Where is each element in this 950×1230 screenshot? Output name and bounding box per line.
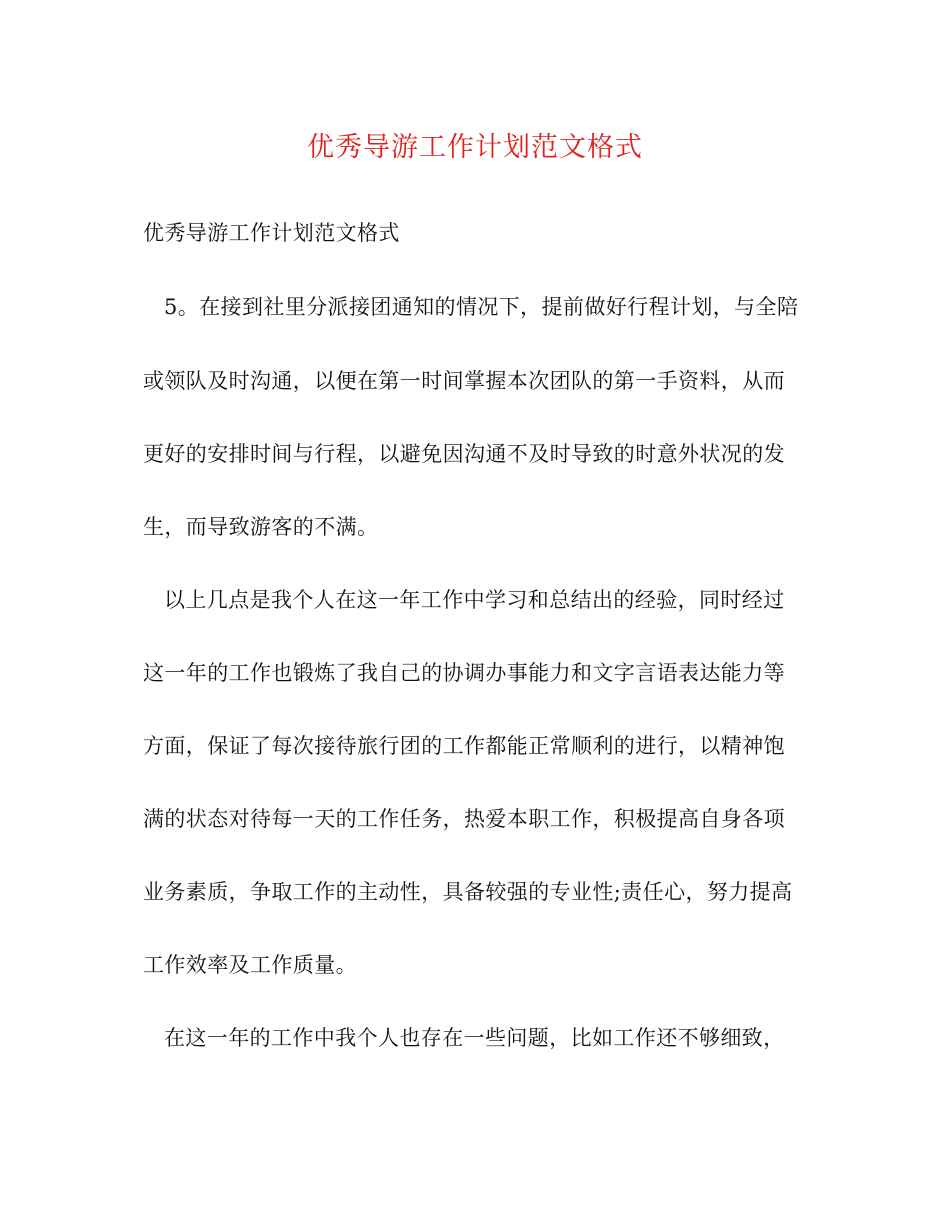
paragraph-line: 生，而导致游客的不满。 — [143, 515, 379, 539]
paragraph-line: 业务素质，争取工作的主动性，具备较强的专业性;责任心，努力提高 — [143, 880, 793, 904]
paragraph-line: 工作效率及工作质量。 — [143, 953, 357, 977]
paragraph-line: 或领队及时沟通，以便在第一时间掌握本次团队的第一手资料，从而 — [143, 369, 785, 393]
paragraph-line: 以上几点是我个人在这一年工作中学习和总结出的经验，同时经过 — [164, 588, 785, 612]
paragraph-line: 满的状态对待每一天的工作任务，热爱本职工作，积极提高自身各项 — [143, 807, 785, 831]
paragraph-line: 在这一年的工作中我个人也存在一些问题，比如工作还不够细致， — [164, 1026, 785, 1050]
document-subtitle: 优秀导游工作计划范文格式 — [143, 221, 400, 245]
paragraph-line: 更好的安排时间与行程，以避免因沟通不及时导致的时意外状况的发 — [143, 442, 785, 466]
paragraph-line: 方面，保证了每次接待旅行团的工作都能正常顺利的进行，以精神饱 — [143, 734, 785, 758]
paragraph-line: 5。在接到社里分派接团通知的情况下，提前做好行程计划，与全陪 — [164, 295, 799, 319]
document-body — [143, 0, 823, 1230]
page-title: 优秀导游工作计划范文格式 — [307, 132, 643, 163]
paragraph-line: 这一年的工作也锻炼了我自己的协调办事能力和文字言语表达能力等 — [143, 661, 785, 685]
